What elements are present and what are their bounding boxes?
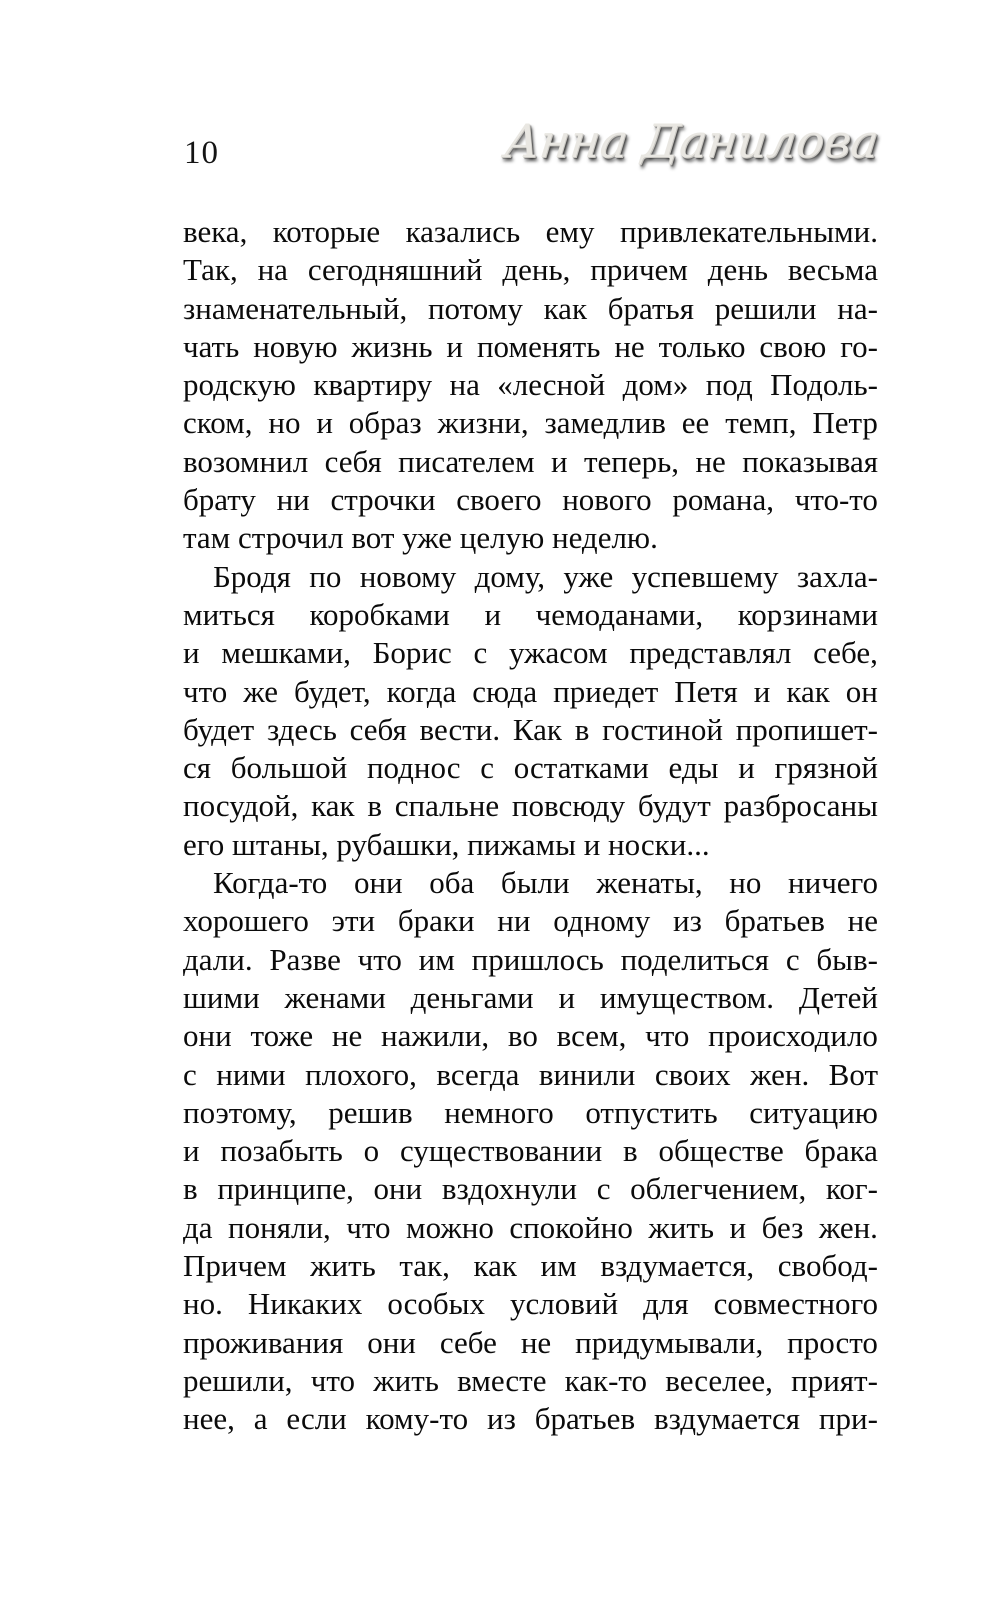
text-line: что же будет, когда сюда приедет Петя и как он bbox=[183, 673, 878, 709]
author-signature: Анна Данилова bbox=[501, 114, 881, 168]
text-line: в принципе, они вздохнули с облегчением, ког- bbox=[183, 1171, 878, 1207]
text-line: века, которые казались ему привлекательными. bbox=[183, 214, 878, 249]
text-line: брату ни строчки своего нового романа, что-то bbox=[183, 482, 878, 518]
text-line: Когда-то они оба были женаты, но ничего bbox=[213, 865, 878, 901]
text-line: его штаны, рубашки, пижамы и носки... bbox=[183, 826, 710, 862]
text-line: миться коробками и чемоданами, корзинами bbox=[183, 596, 878, 632]
text-line: с ними плохого, всегда винили своих жен. Вот bbox=[183, 1056, 878, 1092]
text-line: решили, что жить вместе как-то веселее, прият- bbox=[183, 1362, 878, 1398]
text-line: Причем жить так, как им вздумается, свобод- bbox=[183, 1248, 878, 1284]
text-line: родскую квартиру на «лесной дом» под Подоль- bbox=[183, 367, 878, 403]
text-line: да поняли, что можно спокойно жить и без жен. bbox=[183, 1209, 878, 1245]
text-line: они тоже не нажили, во всем, что происходило bbox=[183, 1018, 878, 1054]
text-line: но. Никаких особых условий для совместного bbox=[183, 1286, 878, 1322]
text-line: нее, а если кому-то из братьев вздумается при- bbox=[183, 1401, 878, 1437]
text-line: поэтому, решив немного отпустить ситуацию bbox=[183, 1094, 878, 1130]
text-line: посудой, как в спальне повсюду будут разбросаны bbox=[183, 788, 878, 824]
text-line: проживания они себе не придумывали, просто bbox=[183, 1324, 878, 1360]
text-line: и мешками, Борис с ужасом представлял себе, bbox=[183, 635, 878, 671]
text-line: шими женами деньгами и имуществом. Детей bbox=[183, 979, 878, 1015]
body-text bbox=[183, 213, 878, 1439]
text-line: знаменательный, потому как братья решили на- bbox=[183, 290, 878, 326]
text-line: и позабыть о существовании в обществе брака bbox=[183, 1133, 878, 1169]
text-line: чать новую жизнь и поменять не только свою го- bbox=[183, 328, 878, 364]
text-line: хорошего эти браки ни одному из братьев не bbox=[183, 903, 878, 939]
text-line: ском, но и образ жизни, замедлив ее темп, Петр bbox=[183, 405, 878, 441]
text-line: дали. Разве что им пришлось поделиться с быв- bbox=[183, 941, 878, 977]
text-line: Бродя по новому дому, уже успевшему захла- bbox=[213, 558, 878, 594]
text-line: Так, на сегодняшний день, причем день весьма bbox=[183, 252, 878, 288]
text-line: ся большой поднос с остатками еды и грязной bbox=[183, 750, 878, 786]
page-number: 10 bbox=[184, 135, 219, 171]
text-line: будет здесь себя вести. Как в гостиной пропишет- bbox=[183, 711, 878, 747]
text-line: возомнил себя писателем и теперь, не показывая bbox=[183, 443, 878, 479]
text-line: там строчил вот уже целую неделю. bbox=[183, 520, 658, 556]
